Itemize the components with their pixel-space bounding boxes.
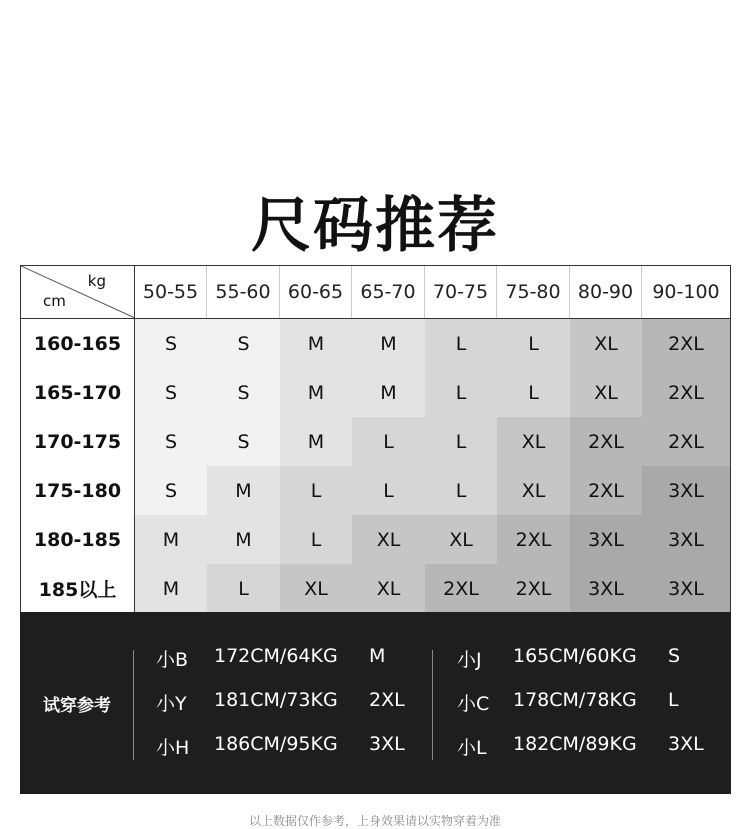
size-cell: M [135,515,207,564]
person-size: L [668,689,679,711]
size-cell: XL [497,417,570,466]
size-cell: L [352,417,425,466]
size-cell: 2XL [497,515,570,564]
size-cell: M [135,564,207,613]
size-cell: 3XL [642,515,730,564]
divider-left [133,650,134,760]
weight-column-header: 55-60 [207,266,280,318]
person-name: 小C [457,693,490,715]
size-cell: L [425,319,497,368]
person-name: 小B [156,649,189,671]
table-row [21,515,730,564]
person-size: 2XL [369,689,405,711]
size-cell: S [135,319,207,368]
table-row [21,417,730,466]
size-cell: L [280,515,352,564]
size-cell: L [497,319,570,368]
corner-height-unit: cm [43,292,66,310]
size-cell: 2XL [642,417,730,466]
person-measurement: 178CM/78KG [513,689,637,711]
table-row [21,319,730,368]
size-cell: 3XL [570,515,642,564]
size-cell: S [207,319,280,368]
height-row-label: 180-185 [21,515,135,564]
person-measurement: 165CM/60KG [513,645,637,667]
fit-reference-panel [20,612,731,794]
person-measurement: 182CM/89KG [513,733,637,755]
size-cell: 2XL [497,564,570,613]
divider-middle [432,650,433,760]
table-row [21,466,730,515]
size-cell: M [207,466,280,515]
size-cell: XL [497,466,570,515]
person-size: S [668,645,681,667]
size-cell: L [497,368,570,417]
person-name: 小L [457,737,487,759]
size-cell: 2XL [642,319,730,368]
size-cell: S [135,417,207,466]
size-cell: M [352,368,425,417]
person-measurement: 172CM/64KG [214,645,338,667]
person-name: 小Y [156,693,187,715]
person-name: 小J [457,649,482,671]
size-cell: S [135,368,207,417]
weight-column-header: 60-65 [280,266,352,318]
size-cell: 3XL [642,466,730,515]
weight-column-header: 70-75 [425,266,497,318]
size-cell: L [352,466,425,515]
weight-column-header: 65-70 [352,266,425,318]
person-size: M [369,645,386,667]
table-header-row [21,266,730,319]
size-cell: XL [570,319,642,368]
size-cell: M [207,515,280,564]
size-cell: M [280,319,352,368]
person-name: 小H [156,737,190,759]
size-cell: M [352,319,425,368]
size-cell: S [207,368,280,417]
fit-reference-label: 试穿参考 [43,695,111,716]
size-cell: XL [352,564,425,613]
size-cell: 2XL [642,368,730,417]
size-cell: 2XL [570,466,642,515]
page-title: 尺码推荐 [251,191,499,261]
corner-weight-unit: kg [87,272,106,290]
size-cell: XL [280,564,352,613]
person-size: 3XL [369,733,405,755]
person-size: 3XL [668,733,704,755]
size-cell: 2XL [570,417,642,466]
disclaimer-text: 以上数据仅作参考，上身效果请以实物穿着为准 [248,814,501,828]
size-cell: 2XL [425,564,497,613]
weight-column-header: 90-100 [652,281,720,303]
person-measurement: 186CM/95KG [214,733,338,755]
weight-column-header: 75-80 [497,266,570,318]
size-cell: L [425,417,497,466]
size-cell: 3XL [570,564,642,613]
weight-column-header: 80-90 [570,266,642,318]
height-row-label: 170-175 [21,417,135,466]
size-cell: XL [352,515,425,564]
person-measurement: 181CM/73KG [214,689,338,711]
size-cell: M [280,368,352,417]
size-table [20,265,731,614]
size-cell: XL [425,515,497,564]
table-body [21,319,730,613]
size-cell: L [207,564,280,613]
size-cell: L [425,368,497,417]
height-row-label: 165-170 [21,368,135,417]
size-cell: L [425,466,497,515]
table-row [21,368,730,417]
size-cell: L [280,466,352,515]
size-cell: S [135,466,207,515]
table-row [21,564,730,613]
height-row-label: 160-165 [21,319,135,368]
size-cell: M [280,417,352,466]
height-row-label: 185以上 [21,564,135,613]
corner-diagonal [21,266,135,318]
height-row-label: 175-180 [21,466,135,515]
size-cell: S [207,417,280,466]
weight-column-header: 50-55 [135,266,207,318]
size-cell: 3XL [642,564,730,613]
size-cell: XL [570,368,642,417]
table-corner [21,266,135,318]
